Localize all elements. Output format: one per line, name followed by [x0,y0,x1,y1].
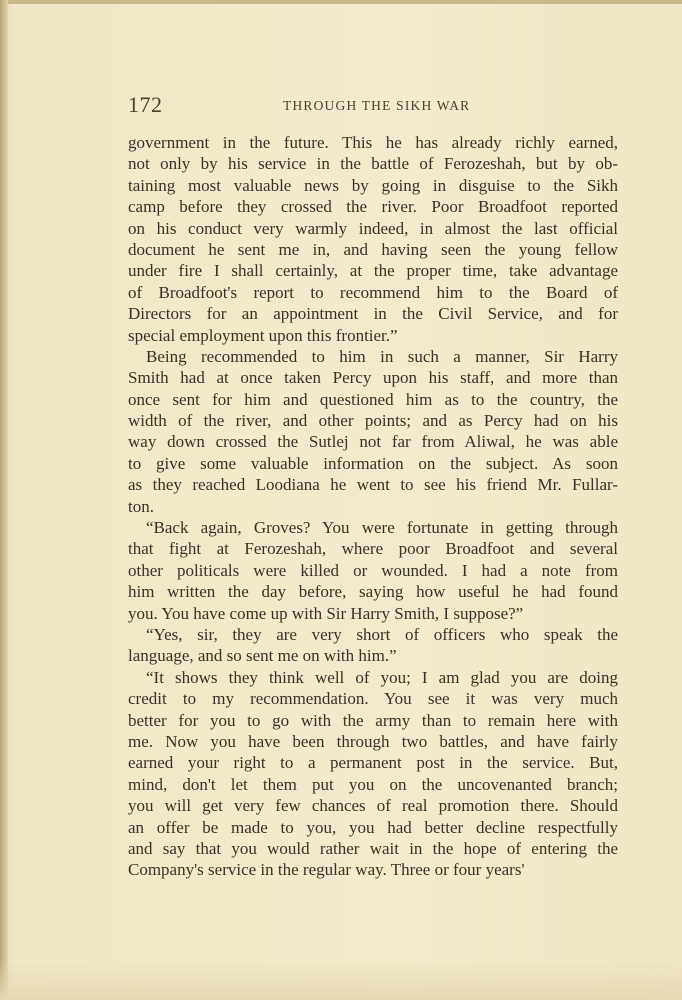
text-line: government in the future. This he has already richly earned, [128,133,618,152]
text-line: and say that you would rather wait in the hope of entering the [128,838,618,858]
text-line: him written the day before, saying how useful he had found [128,582,618,602]
text-line: other politicals were killed or wounded. I had a note from [128,560,618,580]
text-line: of Broadfoot's report to recommend him to the Board of [128,282,618,302]
text-line: way down crossed the Sutlej not far from Aliwal, he was able [128,432,618,452]
text-line: mind, don't let them put you on the uncovenanted branch; [128,774,618,794]
page-bottom-shading [0,960,682,1000]
page-binding-edge [0,0,8,1000]
text-line: taining most valuable news by going in disguise to the Sikh [128,175,618,195]
text-line: that fight at Ferozeshah, where poor Broadfoot and several [128,539,618,559]
text-line: not only by his service in the battle of Ferozeshah, but by ob- [128,154,618,174]
body-text [128,132,618,881]
text-line: you will get very few chances of real promotion there. Should [128,796,618,816]
text-line: better for you to go with the army than to remain here with [128,710,618,730]
text-line: special employment upon this frontier.” [128,325,398,345]
text-line: under fire I shall certainly, at the proper time, take advantage [128,261,618,281]
page-top-edge [0,0,682,4]
text-line: an offer be made to you, you had better decline respectfully [128,817,618,837]
text-line: Smith had at once taken Percy upon his staff, and more than [128,368,618,388]
text-line: language, and so sent me on with him.” [128,646,397,666]
text-line: document he sent me in, and having seen the young fellow [128,239,618,259]
text-line: Directors for an appointment in the Civil Service, and for [128,304,618,324]
text-line: credit to my recommendation. You see it was very much [128,689,618,709]
text-line: to give some valuable information on the subject. As soon [128,453,618,473]
text-line: width of the river, and other points; and as Percy had on his [128,411,618,431]
text-line: once sent for him and questioned him as to the country, the [128,389,618,409]
text-line: you. You have come up with Sir Harry Smith, I suppose?” [128,603,524,623]
text-line: camp before they crossed the river. Poor Broadfoot reported [128,197,618,217]
paragraph-start-line: “It shows they think well of you; I am glad you are doing [146,667,618,687]
page-header [128,92,618,118]
paragraph-start-line: “Back again, Groves? You were fortunate in getting through [146,518,618,538]
text-line: me. Now you have been through two battles, and have fairly [128,731,618,751]
running-head: THROUGH THE SIKH WAR [283,98,471,113]
text-line: ton. [128,496,154,516]
paragraph-start-line: “Yes, sir, they are very short of officers who speak the [146,624,618,644]
page-number: 172 [128,92,163,117]
text-line: Company's service in the regular way. Three or four years' [128,860,525,880]
text-line: on his conduct very warmly indeed, in almost the last official [128,218,618,238]
paragraph-start-line: Being recommended to him in such a manner, Sir Harry [146,346,618,366]
text-line: earned your right to a permanent post in the service. But, [128,753,618,773]
text-line: as they reached Loodiana he went to see his friend Mr. Fullar- [128,475,618,495]
